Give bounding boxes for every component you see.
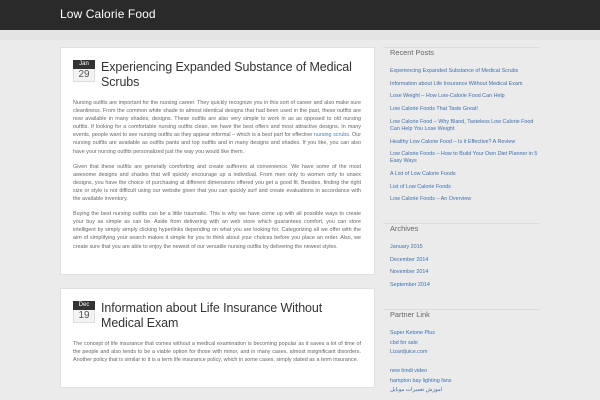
widget-title: Partner Link [390, 309, 430, 319]
post-paragraph [73, 99, 361, 156]
widget-title: Recent Posts [390, 48, 434, 57]
paragraph-text: Nursing outfits are important for the nursing career. They quickly recognize you in this sort of career and also make sure cleanliness. From the common white shade to almost identical designs that had been used in the past, these outfits are now available in many shades, designs. These outfits are also very simple to work in as as opposed to old nursing outfits. If looking for a comfortable nursing outfits clean, we have the best offers and most attractive designs. In many events, people want to see nursing outfits as they appear informal – which is a best part for effective [73, 100, 361, 139]
recent-post-link[interactable]: Experiencing Expanded Substance of Medical Scrubs [390, 68, 519, 74]
recent-post-link[interactable]: Lose Weight – How Low-Calorie Food Can Help [390, 93, 505, 100]
post-header [73, 60, 361, 90]
partner-link[interactable]: Lizardjuice.com [390, 349, 428, 356]
archive-link[interactable]: December 2014 [390, 256, 429, 263]
nursing-scrubs-link[interactable]: nursing scrubs [313, 132, 349, 139]
partner-list-extra [390, 368, 540, 394]
post-body [73, 340, 361, 364]
archive-link[interactable]: January 2015 [390, 244, 423, 251]
header-subbar [0, 30, 600, 40]
archive-link[interactable]: November 2014 [390, 269, 429, 276]
main-content [60, 47, 375, 400]
recent-posts-list [390, 68, 540, 203]
recent-post-link[interactable]: Low Calorie Food – Why Bland, Tasteless Low Calorie Food Can Help You Lose Weight [390, 118, 534, 132]
archive-link[interactable]: September 2014 [390, 282, 430, 289]
date-badge [73, 301, 95, 323]
archives-list [390, 244, 540, 289]
post-title[interactable]: Experiencing Expanded Substance of Medical Scrubs [101, 60, 352, 89]
partner-list [390, 330, 540, 356]
recent-post-link[interactable]: A List of Low Calorie Foods [390, 171, 456, 177]
post-title[interactable]: Information about Life Insurance Without Medical Exam [101, 300, 323, 330]
date-month: Dec [73, 301, 95, 310]
archives-widget [383, 223, 540, 289]
recent-post-link[interactable]: Healthy Low Calorie Food – Is it Effective? A Review [390, 138, 516, 145]
post-paragraph: Buying the best nursing outfits can be a little traumatic. This is why we have come up with all possible ways to create your buy as simple as can be. Aside from delivering with an web store which guarantees comfort, you can store intelligent by simply simply clicking hyperlinks depending on what you are looking for. Categorizing all we offer with the aim of simplifying your search makes it simple for you to think about your choices before you place an order. Also, we create sure that you are able to enjoy the newest of our versatile nursing outfits by delivering the newest styles. [73, 211, 361, 250]
partner-link-widget [383, 309, 540, 395]
post-card [60, 288, 375, 388]
recent-post-link[interactable]: Low Calorie Foods That Taste Great! [390, 106, 478, 113]
post-card [60, 47, 375, 275]
recent-post-link[interactable]: Low Calorie Foods – An Overview [390, 196, 472, 203]
partner-link[interactable]: Super Ketone Plus [390, 329, 435, 336]
partner-link[interactable]: new hindi video [390, 367, 428, 374]
partner-link[interactable]: اموزش تعمیرات موبایل [390, 387, 443, 394]
paragraph-text: . Our nursing outfits are available as outfits pants and top outfits and in many designs and shades. If you like, you can also have your nursing outfits personalized just the way you would like them. [73, 132, 361, 155]
recent-post-link[interactable]: List of Low Calorie Foods [390, 183, 451, 190]
post-header [73, 301, 361, 331]
post-body [73, 99, 361, 251]
sidebar [383, 47, 540, 397]
post-paragraph: The concept of life insurance that comes without a medical examination is becoming popular as it saves a lot of time of the people and also tends to be a viable option for those with minor, and in many cases, almost insignificant disorders. Another policy that is similar to it is a term life insurance policy, which in some cases, simply stated as a term insurance. [73, 340, 361, 363]
post-paragraph: Given that these outfits are generally comforting and create sufferers at convenience. We have some of the most awesome designs and shades that will quickly encourage up a individual. From men only to women only to unsex designs, you have the choice of purchasing at different dimensions offered you get a good fit. Besides, finding the right size or style is not difficult using our website given that you can quickly surf and create evaluations in accordance with the available inventory. [73, 163, 361, 203]
partner-link[interactable]: cbd for sale [390, 339, 418, 346]
site-header [0, 0, 600, 30]
recent-post-link[interactable]: Information about Life Insurance Without Medical Exam [390, 80, 523, 87]
site-title[interactable]: Low Calorie Food [60, 7, 156, 21]
recent-posts-widget [383, 47, 540, 203]
date-day: 19 [73, 310, 95, 323]
widget-title: Archives [390, 224, 419, 234]
recent-post-link[interactable]: Low Calorie Foods – How to Build Your Own Diet Planner in 5 Easy Ways [390, 151, 538, 165]
partner-link[interactable]: hampton bay lighting fans [390, 377, 452, 384]
date-badge [73, 60, 95, 82]
date-day: 29 [73, 69, 95, 82]
date-month: Jan [73, 60, 95, 69]
